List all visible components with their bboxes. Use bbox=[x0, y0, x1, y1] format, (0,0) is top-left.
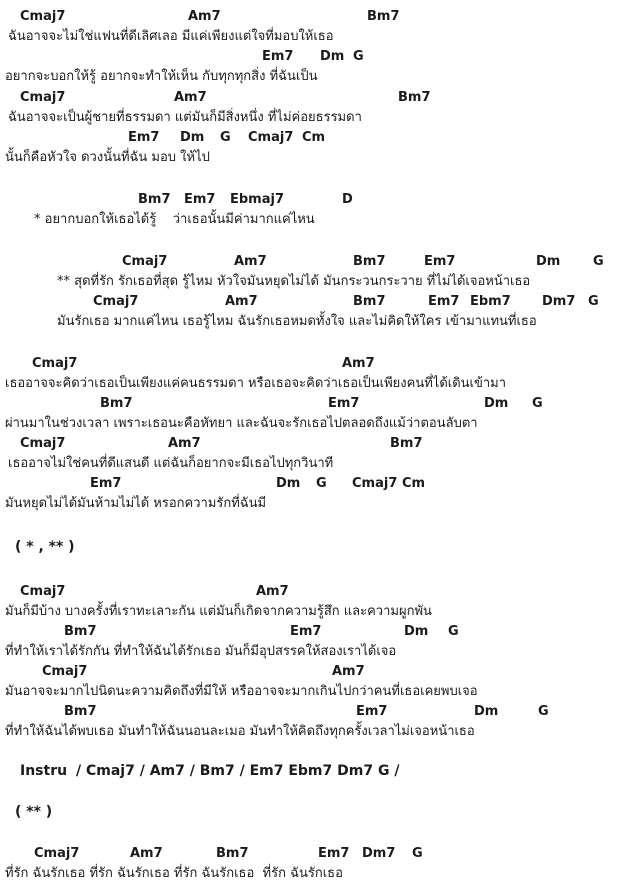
lyric-line bbox=[0, 313, 620, 333]
chord-g: G bbox=[448, 624, 459, 639]
lyric-text: ผ่านมาในช่วงเวลา เพราะเธอนะคือหัทยา และฉันจะรักเธอไปตลอดถึงแม้ว่าตอนลับตา bbox=[5, 416, 478, 431]
chord-em7: Em7 bbox=[128, 130, 160, 145]
chord-line bbox=[0, 395, 620, 415]
lyric-line bbox=[0, 643, 620, 663]
lyric-line bbox=[0, 149, 620, 169]
chord-cmaj7: Cmaj7 bbox=[122, 254, 168, 269]
chord-line bbox=[0, 475, 620, 495]
chord-em7: Em7 bbox=[356, 704, 388, 719]
chord-bm7: Bm7 bbox=[353, 294, 386, 309]
chord-line bbox=[0, 129, 620, 149]
lyric-text: ที่ทำให้ฉันได้พบเธอ มันทำให้ฉันนอนละเมอ มันทำให้คิดถึงทุกครั้งเวลาไม่เจอหน้าเธอ bbox=[5, 724, 475, 739]
instrumental-line bbox=[0, 762, 620, 782]
chord-dm: Dm bbox=[180, 130, 205, 145]
chord-line bbox=[0, 845, 620, 865]
lyric-line bbox=[0, 375, 620, 395]
chord-cmaj7: Cmaj7 bbox=[20, 9, 66, 24]
chord-dm: Dm bbox=[276, 476, 301, 491]
chord-cm: Cm bbox=[402, 476, 426, 491]
repeat-marker: ( ** ) bbox=[15, 804, 53, 820]
chord-dm: Dm bbox=[536, 254, 561, 269]
chord-bm7: Bm7 bbox=[398, 90, 431, 105]
chord-g: G bbox=[353, 49, 364, 64]
chord-line bbox=[0, 89, 620, 109]
lyric-line bbox=[0, 495, 620, 515]
chord-line bbox=[0, 253, 620, 273]
chord-em7: Em7 bbox=[318, 846, 350, 861]
chord-bm7: Bm7 bbox=[138, 192, 171, 207]
chord-am7: Am7 bbox=[234, 254, 267, 269]
chord-am7: Am7 bbox=[332, 664, 365, 679]
chord-cm: Cm bbox=[302, 130, 326, 145]
chord-line bbox=[0, 703, 620, 723]
chord-g: G bbox=[220, 130, 231, 145]
lyric-line bbox=[0, 415, 620, 435]
chord-line bbox=[0, 191, 620, 211]
lyric-text: ** สุดที่รัก รักเธอที่สุด รู้ไหม หัวใจมันหยุดไม่ได้ มันกระวนกระวาย ที่ไม่ได้เจอหน้าเธอ bbox=[57, 274, 531, 289]
chord-d: D bbox=[342, 192, 353, 207]
chord-am7: Am7 bbox=[174, 90, 207, 105]
chord-dm: Dm bbox=[320, 49, 345, 64]
chord-em7: Em7 bbox=[428, 294, 460, 309]
repeat-marker: ( * , ** ) bbox=[15, 539, 75, 555]
chord-cmaj7: Cmaj7 bbox=[352, 476, 398, 491]
chord-bm7: Bm7 bbox=[353, 254, 386, 269]
lyric-text: * อยากบอกให้เธอได้รู้ ว่าเธอนั้นมีค่ามากแค่ไหน bbox=[34, 212, 315, 227]
lyric-text: ฉันอาจจะไม่ใช่แฟนที่ดีเลิศเลอ มีแค่เพียงแต่ใจที่มอบให้เธอ bbox=[8, 29, 334, 44]
chord-g: G bbox=[412, 846, 423, 861]
chord-am7: Am7 bbox=[342, 356, 375, 371]
chord-bm7: Bm7 bbox=[100, 396, 133, 411]
chord-g: G bbox=[593, 254, 604, 269]
chord-g: G bbox=[532, 396, 543, 411]
chord-em7: Em7 bbox=[424, 254, 456, 269]
chord-g: G bbox=[588, 294, 599, 309]
chord-bm7: Bm7 bbox=[64, 624, 97, 639]
lyric-line bbox=[0, 723, 620, 743]
chord-line bbox=[0, 435, 620, 455]
chord-line bbox=[0, 583, 620, 603]
chord-cmaj7: Cmaj7 bbox=[32, 356, 78, 371]
lyric-line bbox=[0, 603, 620, 623]
chord-cmaj7: Cmaj7 bbox=[20, 436, 66, 451]
instru-progression: / Cmaj7 / Am7 / Bm7 / Em7 Ebm7 Dm7 G / bbox=[76, 763, 400, 779]
lyric-line bbox=[0, 865, 620, 885]
lyric-line bbox=[0, 28, 620, 48]
chord-line bbox=[0, 623, 620, 643]
chord-cmaj7: Cmaj7 bbox=[42, 664, 88, 679]
chord-ebm7: Ebm7 bbox=[470, 294, 511, 309]
repeat-marker-line bbox=[0, 538, 620, 558]
lyric-line bbox=[0, 273, 620, 293]
chord-cmaj7: Cmaj7 bbox=[20, 90, 66, 105]
lyric-text: ฉันอาจจะเป็นผู้ชายที่ธรรมดา แต่มันก็มีสิ่งหนึ่ง ที่ไม่ค่อยธรรมดา bbox=[8, 110, 362, 125]
chord-bm7: Bm7 bbox=[367, 9, 400, 24]
chord-dm: Dm bbox=[404, 624, 429, 639]
lyric-text: อยากจะบอกให้รู้ อยากจะทำให้เห็น กับทุกทุกสิ่ง ที่ฉันเป็น bbox=[5, 69, 318, 84]
chord-bm7: Bm7 bbox=[64, 704, 97, 719]
lyric-line bbox=[0, 455, 620, 475]
chord-am7: Am7 bbox=[256, 584, 289, 599]
instru-label: Instru bbox=[20, 763, 68, 779]
lyric-text: มันก็มีบ้าง บางครั้งที่เราทะเลาะกัน แต่มันก็เกิดจากความรู้สึก และความผูกพัน bbox=[5, 604, 432, 619]
chord-cmaj7: Cmaj7 bbox=[248, 130, 294, 145]
lyric-line bbox=[0, 109, 620, 129]
chord-am7: Am7 bbox=[168, 436, 201, 451]
chord-bm7: Bm7 bbox=[390, 436, 423, 451]
chord-cmaj7: Cmaj7 bbox=[34, 846, 80, 861]
chord-em7: Em7 bbox=[328, 396, 360, 411]
lyric-line bbox=[0, 211, 620, 231]
lyric-line bbox=[0, 683, 620, 703]
repeat-marker-line bbox=[0, 803, 620, 823]
chord-am7: Am7 bbox=[130, 846, 163, 861]
chord-g: G bbox=[538, 704, 549, 719]
lyric-text: เธออาจจะคิดว่าเธอเป็นเพียงแค่คนธรรมดา หรือเธอจะคิดว่าเธอเป็นเพียงคนที่ได้เดินเข้ามา bbox=[5, 376, 507, 391]
chord-line bbox=[0, 293, 620, 313]
chord-cmaj7: Cmaj7 bbox=[20, 584, 66, 599]
lyric-text: มันรักเธอ มากแค่ไหน เธอรู้ไหม ฉันรักเธอหมดทั้งใจ และไม่คิดให้ใคร เข้ามาแทนที่เธอ bbox=[57, 314, 537, 329]
lyric-text: ที่ทำให้เราได้รักกัน ที่ทำให้ฉันได้รักเธอ มันก็มีอุปสรรคให้สองเราได้เจอ bbox=[5, 644, 397, 659]
chord-am7: Am7 bbox=[225, 294, 258, 309]
chord-dm: Dm bbox=[484, 396, 509, 411]
chord-dm7: Dm7 bbox=[362, 846, 396, 861]
lyric-text: มันอาจจะมากไปนิดนะความคิดถึงที่มีให้ หรืออาจจะมากเกินไปกว่าคนที่เธอเคยพบเจอ bbox=[5, 684, 478, 699]
chord-em7: Em7 bbox=[262, 49, 294, 64]
chord-em7: Em7 bbox=[290, 624, 322, 639]
chord-line bbox=[0, 48, 620, 68]
chord-line bbox=[0, 663, 620, 683]
chord-bm7: Bm7 bbox=[216, 846, 249, 861]
chord-cmaj7: Cmaj7 bbox=[93, 294, 139, 309]
chord-em7: Em7 bbox=[90, 476, 122, 491]
lyric-text: นั้นก็คือหัวใจ ดวงนั้นที่ฉัน มอบ ให้ไป bbox=[5, 150, 210, 165]
chord-am7: Am7 bbox=[188, 9, 221, 24]
lyric-text: ที่รัก ฉันรักเธอ ที่รัก ฉันรักเธอ ที่รัก ฉันรักเธอ ที่รัก ฉันรักเธอ bbox=[5, 866, 343, 881]
chord-line bbox=[0, 355, 620, 375]
lyric-text: มันหยุดไม่ได้มันห้ามไม่ได้ หรอกความรักที่ฉันมี bbox=[5, 496, 267, 511]
chord-line bbox=[0, 8, 620, 28]
lyric-text: เธออาจไม่ใช่คนที่ดีแสนดี แต่ฉันก็อยากจะมีเธอไปทุกวินาที bbox=[8, 456, 334, 471]
chord-dm7: Dm7 bbox=[542, 294, 576, 309]
lyric-line bbox=[0, 68, 620, 88]
chord-ebmaj7: Ebmaj7 bbox=[230, 192, 285, 207]
chord-dm: Dm bbox=[474, 704, 499, 719]
chord-em7: Em7 bbox=[184, 192, 216, 207]
chord-g: G bbox=[316, 476, 327, 491]
